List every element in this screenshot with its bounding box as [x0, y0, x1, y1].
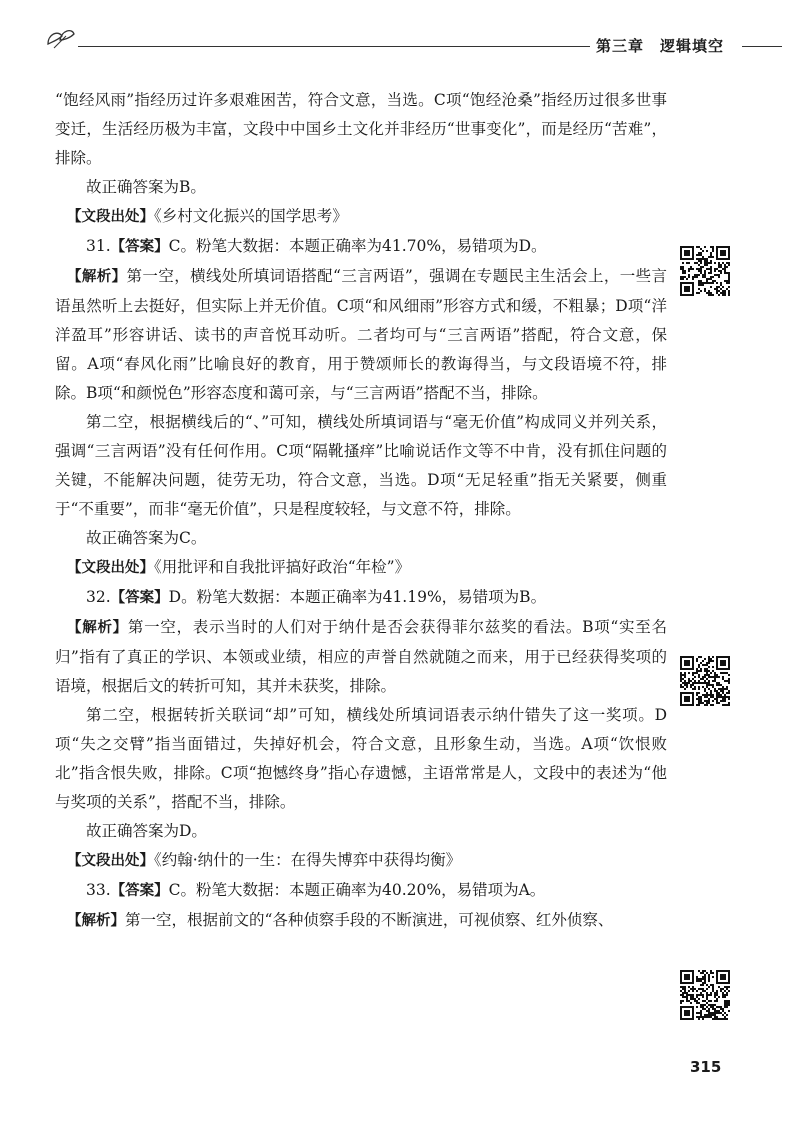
leaf-icon: [44, 26, 78, 50]
answer-tag: 【答案】: [110, 883, 169, 899]
source-line: [55, 846, 667, 876]
explanation-32: 【解析】第一空，表示当时的人们对于纳什是否会获得菲尔兹奖的看法。B项“实至名归”指有了真正的学识、本领或业绩，相应的声誉自然就随之而来，用于已经获得奖项的语境，根据后文的转折可知，其并未获奖，排除。: [55, 618, 667, 695]
chapter-label: 第三章: [596, 37, 645, 55]
qr-code-icon[interactable]: [680, 656, 730, 706]
running-header: [596, 35, 724, 56]
source-line: [55, 553, 667, 583]
answer-line: 故正确答案为C。: [86, 529, 207, 547]
source-tag: 【文段出处】: [67, 209, 154, 225]
explanation-tag: 【解析】: [67, 913, 125, 929]
section-title: 逻辑填空: [660, 37, 725, 55]
answer-tag: 【答案】: [110, 590, 169, 606]
answer-32: 32.【答案】D。粉笔大数据：本题正确率为41.19%，易错项为B。: [86, 588, 547, 606]
explanation-31: 【解析】第一空，横线处所填词语搭配“三言两语”，强调在专题民主生活会上，一些言语虽然听上去挺好，但实际上并无价值。C项“和风细雨”形容方式和缓，不粗暴；D项“洋洋盈耳”形容讲话、读书的声音悦耳动听。二者均可与“三言两语”搭配，符合文意，保留。A项“春风化雨”比喻良好的教育，用于赞颂师长的教诲得当，与文段语境不符，排除。B项“和颜悦色”形容态度和蔼可亲，与“三言两语”搭配不当，排除。: [55, 267, 667, 402]
explanation-tag: 【解析】: [67, 269, 127, 285]
answer-31: 31.【答案】C。粉笔大数据：本题正确率为41.70%，易错项为D。: [86, 237, 547, 255]
page-body: [55, 86, 667, 936]
paragraph: 第二空，根据横线后的“、”可知，横线处所填词语与“毫无价值”构成同义并列关系，强调“三言两语”没有任何作用。C项“隔靴搔痒”比喻说话作文等不中肯，没有抓住问题的关键，不能解决问题，徒劳无功，符合文意，当选。D项“无足轻重”指无关紧要，侧重于“不重要”，而非“毫无价值”，只是程度较轻，与文意不符，排除。: [55, 413, 667, 518]
answer-line: 故正确答案为D。: [86, 822, 207, 840]
explanation-tag: 【解析】: [67, 620, 128, 636]
header-rule-tail: [742, 46, 782, 47]
qr-code-icon[interactable]: [680, 970, 730, 1020]
qr-code-icon[interactable]: [680, 246, 730, 296]
explanation-33: 【解析】第一空，根据前文的“各种侦察手段的不断演进，可视侦察、红外侦察、: [67, 911, 614, 929]
source-tag: 【文段出处】: [67, 853, 154, 869]
answer-tag: 【答案】: [110, 239, 169, 255]
source-title: 《用批评和自我批评搞好政治“年检”》: [154, 558, 411, 576]
source-title: 《约翰·纳什的一生：在得失博弈中获得均衡》: [154, 851, 462, 869]
source-tag: 【文段出处】: [67, 560, 154, 576]
paragraph: 第二空，根据转折关联词“却”可知，横线处所填词语表示纳什错失了这一奖项。D项“失之交臂”指当面错过，失掉好机会，符合文意，且形象生动，当选。A项“饮恨败北”指含恨失败，排除。C项“抱憾终身”指心存遗憾，主语常常是人，文段中的表述为“他与奖项的关系”，搭配不当，排除。: [55, 706, 667, 811]
answer-line: 故正确答案为B。: [86, 178, 206, 196]
source-title: 《乡村文化振兴的国学思考》: [154, 207, 348, 225]
page-number: 315: [690, 1058, 722, 1076]
source-line: [55, 202, 667, 232]
answer-33: 33.【答案】C。粉笔大数据：本题正确率为40.20%，易错项为A。: [86, 881, 546, 899]
paragraph: “饱经风雨”指经历过许多艰难困苦，符合文意，当选。C项“饱经沧桑”指经历过很多世事变迁，生活经历极为丰富，文段中中国乡土文化并非经历“世事变化”，而是经历“苦难”，排除。: [55, 91, 667, 167]
header-rule: [78, 46, 590, 47]
